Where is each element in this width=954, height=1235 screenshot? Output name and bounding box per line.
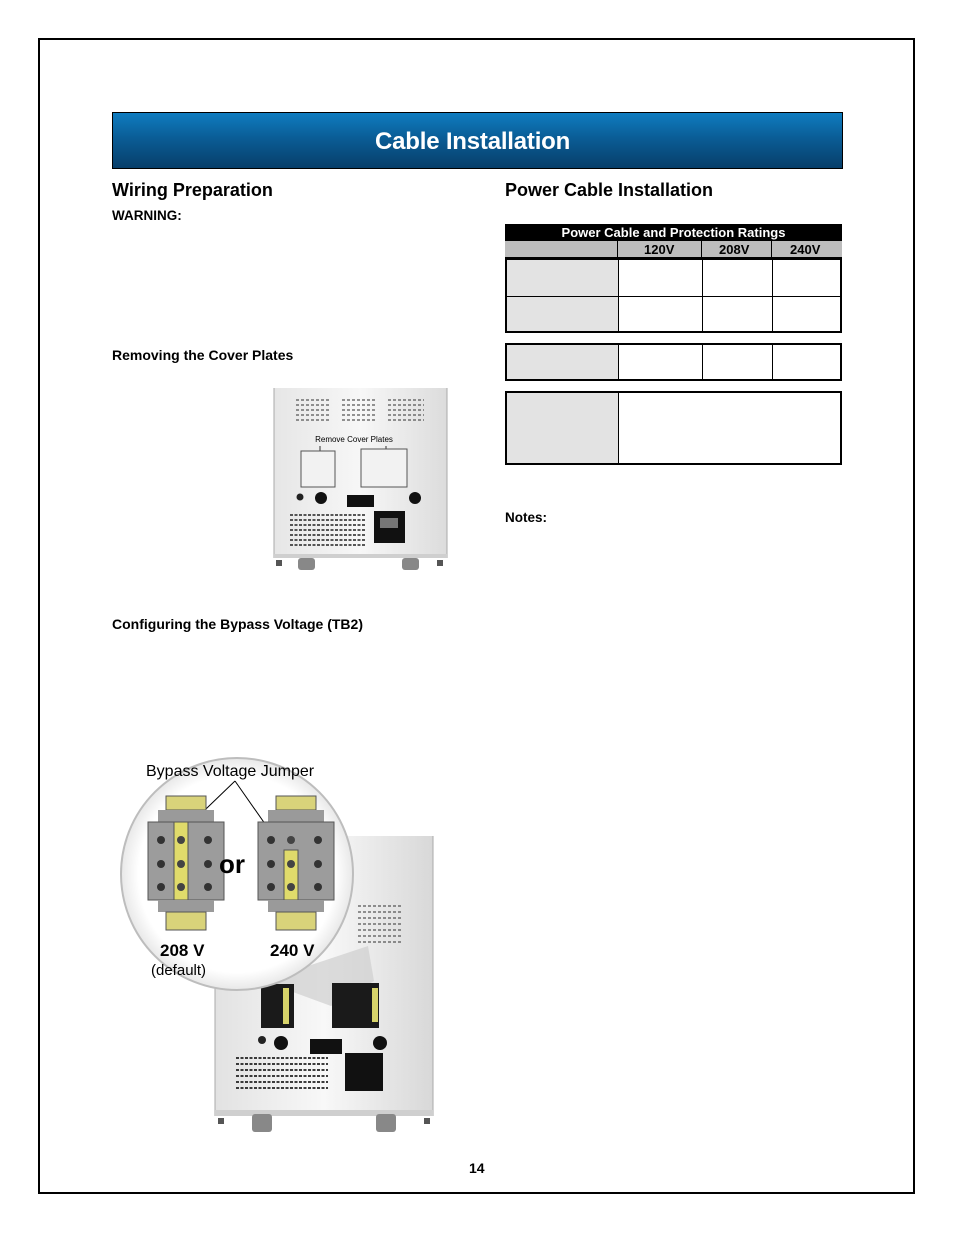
ratings-table-block-1 bbox=[505, 258, 842, 333]
column-208v: 208V bbox=[719, 242, 750, 257]
bypass-voltage-jumper-label: Bypass Voltage Jumper bbox=[146, 763, 315, 780]
page-number: 14 bbox=[469, 1160, 485, 1176]
column-120v: 120V bbox=[644, 242, 675, 257]
power-cable-installation-heading: Power Cable Installation bbox=[505, 180, 714, 200]
cover-plates-figure bbox=[268, 388, 453, 573]
ratings-table-header bbox=[505, 241, 842, 258]
terminal-block-240v bbox=[258, 796, 334, 930]
terminal-block-208v bbox=[148, 796, 224, 930]
ratings-table-title: Power Cable and Protection Ratings bbox=[505, 224, 842, 241]
or-label: or bbox=[219, 849, 245, 879]
default-note: (default) bbox=[151, 962, 207, 979]
removing-cover-plates-heading: Removing the Cover Plates bbox=[112, 347, 294, 363]
title-banner bbox=[112, 112, 843, 169]
column-240v: 240V bbox=[790, 242, 821, 257]
ratings-table-block-3 bbox=[505, 391, 842, 465]
voltage-240-label: 240 V bbox=[270, 941, 315, 960]
voltage-208-label: 208 V bbox=[160, 941, 205, 960]
page-title: Cable Installation bbox=[375, 128, 571, 155]
left-cover-plate bbox=[301, 451, 335, 487]
remove-cover-plates-label: Remove Cover Plates bbox=[315, 435, 393, 444]
wiring-preparation-heading: Wiring Preparation bbox=[112, 180, 273, 200]
ratings-table-block-2 bbox=[505, 343, 842, 381]
right-cover-plate bbox=[361, 449, 407, 487]
warning-label: WARNING: bbox=[112, 208, 182, 223]
notes-label: Notes: bbox=[505, 510, 548, 525]
bypass-voltage-figure bbox=[118, 756, 440, 1136]
configuring-bypass-voltage-heading: Configuring the Bypass Voltage (TB2) bbox=[112, 616, 363, 632]
